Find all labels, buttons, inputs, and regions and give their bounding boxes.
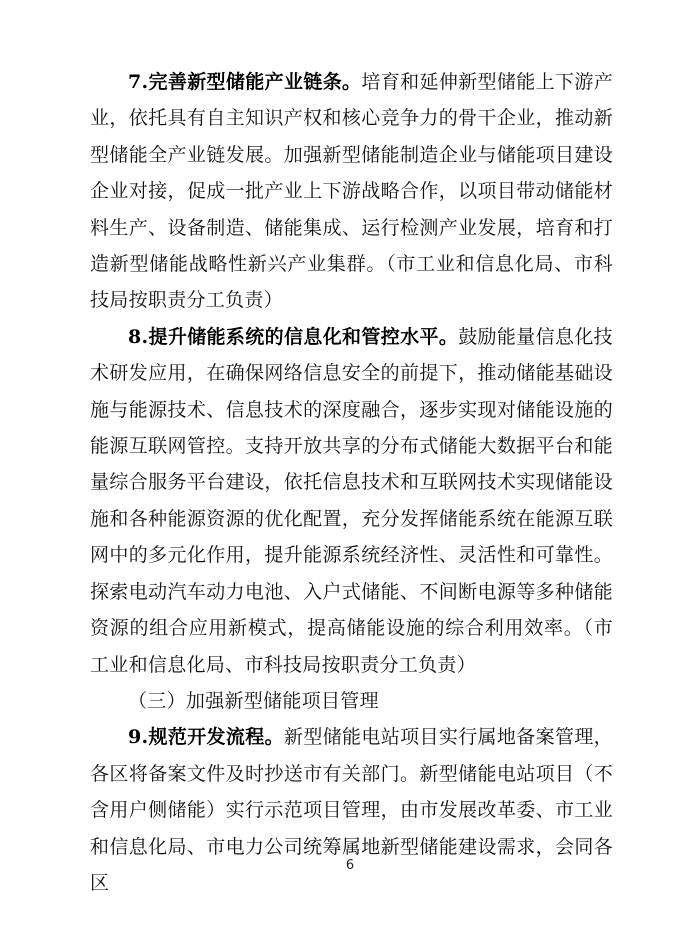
paragraph-text: 培育和延伸新型储能上下游产业，依托具有自主知识产权和核心竞争力的骨干企业，推动新型储能全产业链发展。加强新型储能制造企业与储能项目建设企业对接，促成一批产业上下游战略合作，以项目带动储能材料生产、设备制造、储能集成、运行检测产业发展，培育和打造新型储能战略性新兴产业集群。（市工业和信息化局、市科技局按职责分工负责） bbox=[90, 71, 613, 312]
paragraph-item-7 bbox=[90, 64, 613, 319]
paragraph-heading: 8.提升储能系统的信息化和管控水平。 bbox=[128, 325, 459, 348]
document-body bbox=[90, 64, 613, 901]
paragraph-item-9 bbox=[90, 719, 613, 901]
page-number: 6 bbox=[345, 858, 355, 873]
paragraph-text: 新型储能电站项目实行属地备案管理，各区将备案文件及时抄送市有关部门。新型储能电站项目（不含用户侧储能）实行示范项目管理，由市发展改革委、市工业和信息化局、市电力公司统筹属地新型储能建设需求，会同各区 bbox=[90, 726, 613, 894]
paragraph-text: 鼓励能量信息化技术研发应用，在确保网络信息安全的前提下，推动储能基础设施与能源技术、信息技术的深度融合，逐步实现对储能设施的能源互联网管控。支持开放共享的分布式储能大数据平台和能量综合服务平台建设，依托信息技术和互联网技术实现储能设施和各种能源资源的优化配置，充分发挥储能系统在能源互联网中的多元化作用，提升能源系统经济性、灵活性和可靠性。探索电动汽车动力电池、入户式储能、不间断电源等多种储能资源的组合应用新模式，提高储能设施的综合利用效率。（市工业和信息化局、市科技局按职责分工负责） bbox=[90, 325, 613, 676]
paragraph-heading: 7.完善新型储能产业链条。 bbox=[128, 71, 362, 93]
paragraph-item-8 bbox=[90, 319, 613, 683]
section-heading: （三）加强新型储能项目管理 bbox=[128, 689, 379, 712]
paragraph-heading: 9.规范开发流程。 bbox=[128, 726, 284, 749]
